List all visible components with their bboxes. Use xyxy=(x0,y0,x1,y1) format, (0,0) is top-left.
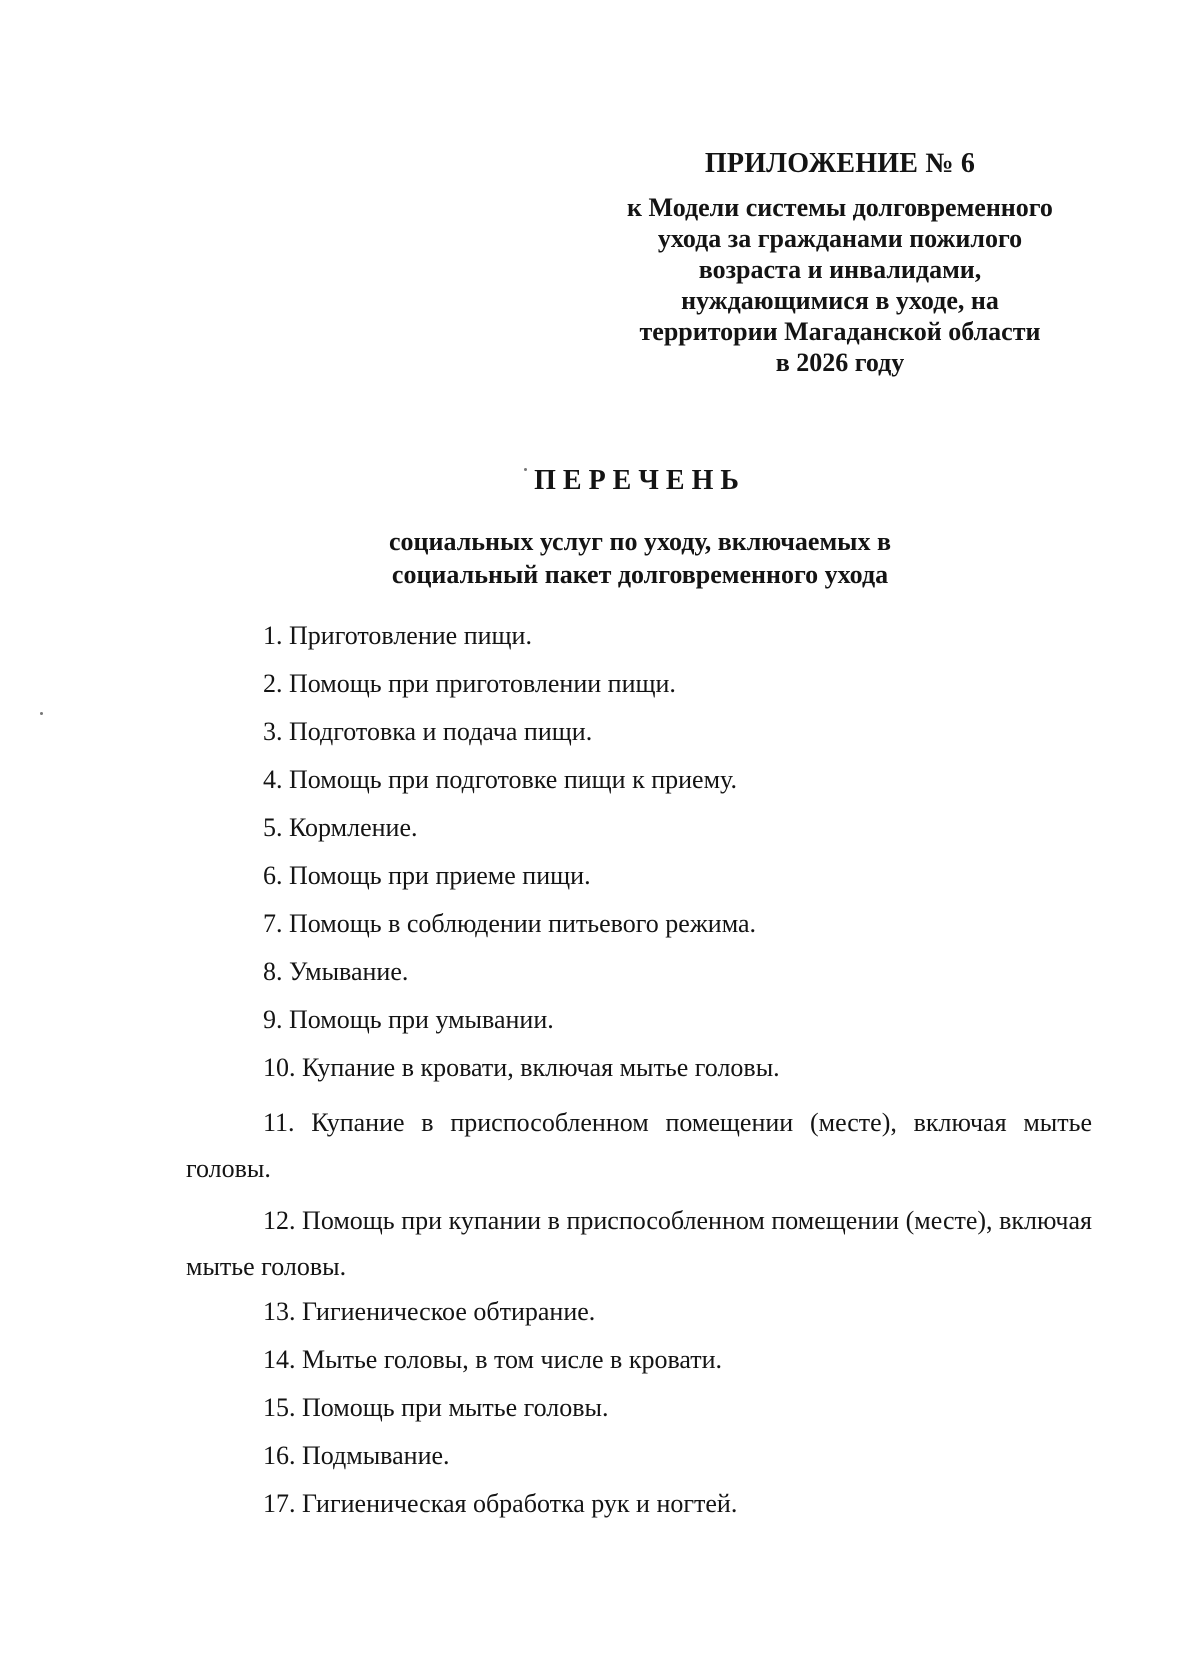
list-item: 5. Кормление. xyxy=(263,813,418,842)
appendix-line: ухода за гражданами пожилого xyxy=(657,224,1023,253)
list-item: 11. Купание в приспособленном помещении (месте), включая мытье головы. xyxy=(186,1108,1092,1183)
list-item: 2. Помощь при приготовлении пищи. xyxy=(263,669,676,698)
list-item: 8. Умывание. xyxy=(263,957,409,986)
list-item: 9. Помощь при умывании. xyxy=(263,1005,554,1034)
heading-title: ПЕРЕЧЕНЬ xyxy=(534,465,746,496)
appendix-block xyxy=(600,148,1080,378)
list-item: 12. Помощь при купании в приспособленном помещении (месте), включая мытье головы. xyxy=(186,1206,1092,1281)
list-item: 4. Помощь при подготовке пищи к приему. xyxy=(263,765,737,794)
heading-subtitle-line: социальных услуг по уходу, включаемых в xyxy=(388,527,891,556)
heading-subtitle-line: социальный пакет долговременного ухода xyxy=(391,560,889,589)
list-item: 16. Подмывание. xyxy=(263,1441,450,1470)
list-item: 7. Помощь в соблюдении питьевого режима. xyxy=(263,909,757,938)
scan-speck xyxy=(40,712,43,715)
appendix-line: нуждающимися в уходе, на xyxy=(681,286,999,315)
list-item: 1. Приготовление пищи. xyxy=(263,621,532,650)
scan-speck xyxy=(524,468,527,471)
list-item: 3. Подготовка и подача пищи. xyxy=(263,717,593,746)
list-item: 13. Гигиеническое обтирание. xyxy=(263,1297,596,1326)
appendix-line: возраста и инвалидами, xyxy=(698,255,982,284)
list-item: 17. Гигиеническая обработка рук и ногтей. xyxy=(263,1489,738,1518)
appendix-title: ПРИЛОЖЕНИЕ № 6 xyxy=(704,148,976,179)
list-item: 14. Мытье головы, в том числе в кровати. xyxy=(263,1345,723,1374)
appendix-line: в 2026 году xyxy=(775,348,905,377)
list-heading xyxy=(0,465,1200,591)
appendix-line: к Модели системы долговременного xyxy=(627,193,1053,222)
appendix-line: территории Магаданской области xyxy=(639,317,1041,346)
list-item: 6. Помощь при приеме пищи. xyxy=(263,861,591,890)
list-item: 10. Купание в кровати, включая мытье головы. xyxy=(263,1053,780,1082)
list-item: 15. Помощь при мытье головы. xyxy=(263,1393,609,1422)
services-list xyxy=(186,620,1092,1536)
